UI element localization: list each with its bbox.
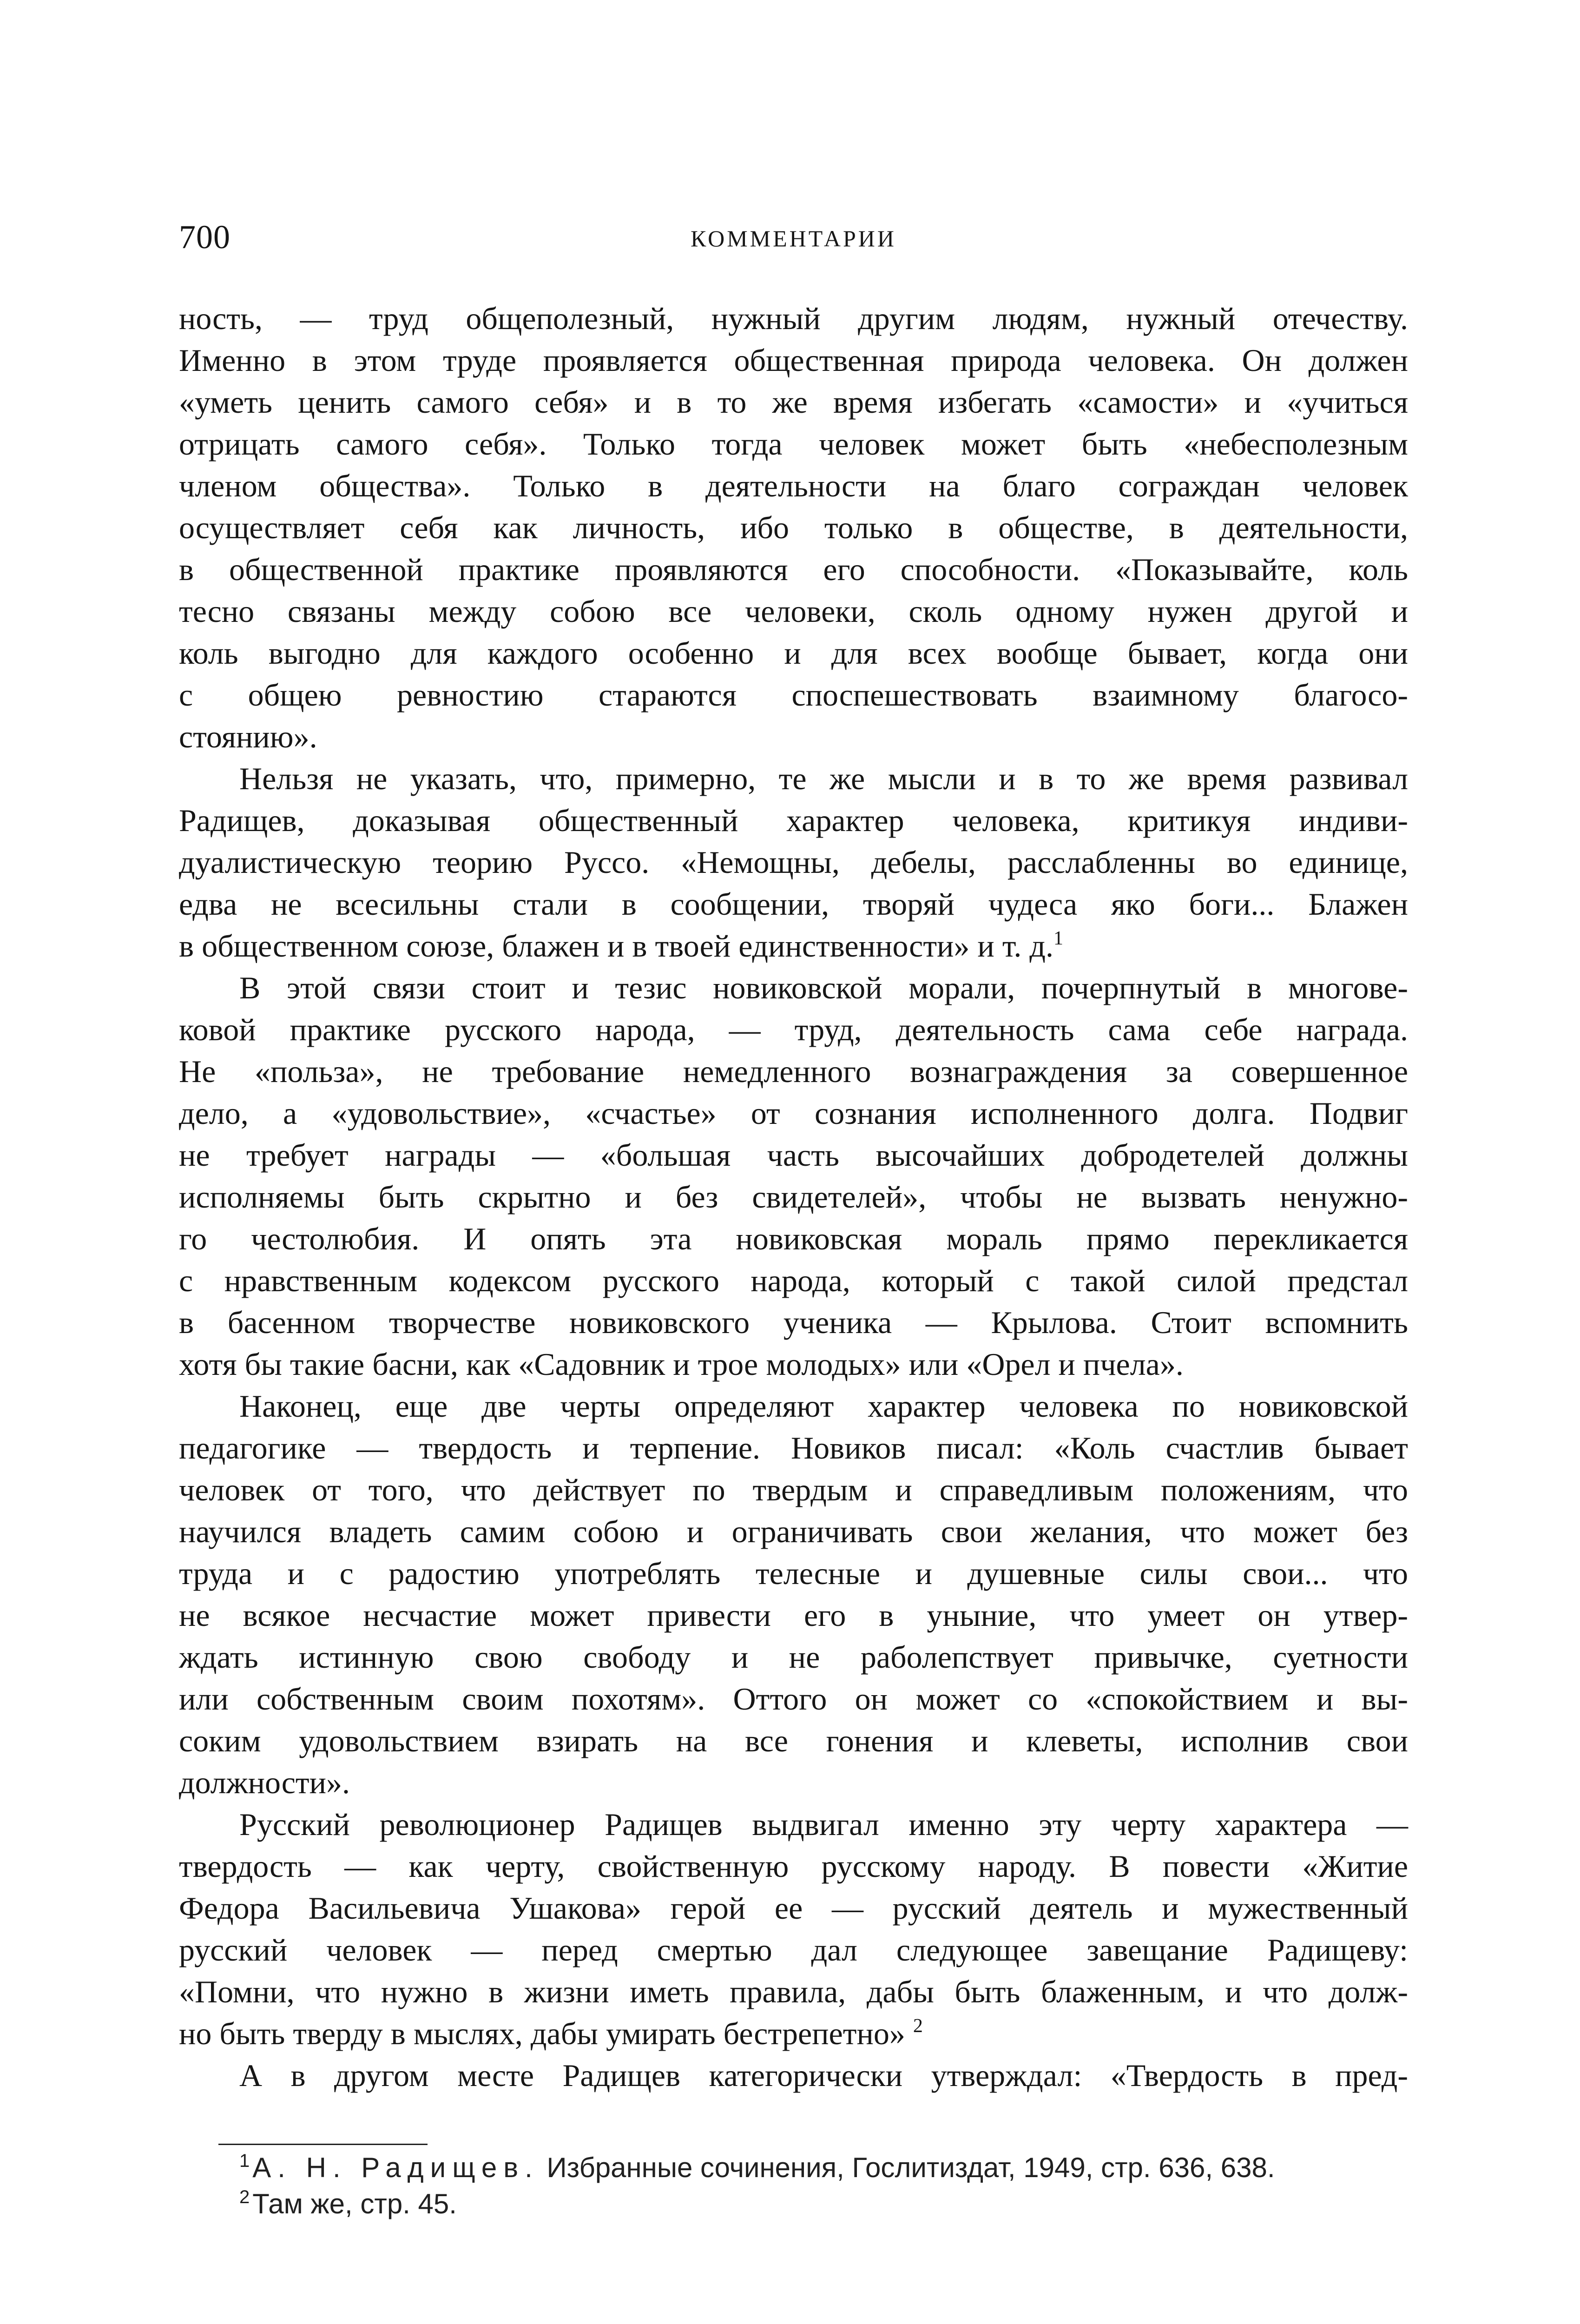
text-line: «Помни, что нужно в жизни иметь правила, дабы быть блаженным, и что долж-	[179, 1974, 1408, 2009]
text-line: Нельзя не указать, что, примерно, те же мысли и в то же время развивал	[239, 761, 1408, 796]
footnote-text: Избранные сочинения, Гослитиздат, 1949, стр. 636, 638.	[546, 2152, 1275, 2183]
text-line: в общественной практике проявляются его способности. «Показывайте, коль	[179, 552, 1408, 587]
footnote-2	[179, 2186, 1408, 2222]
text-line: человек от того, что действует по твердым и справедливым положениям, что	[179, 1472, 1408, 1507]
text-line: ность, — труд общеполезный, нужный другим людям, нужный отечеству.	[179, 301, 1408, 336]
text-line: Не «польза», не требование немедленного вознаграждения за совершенное	[179, 1054, 1408, 1089]
text-line: ковой практике русского народа, — труд, деятельность сама себе награда.	[179, 1012, 1408, 1047]
footnote-divider	[218, 2144, 428, 2145]
main-text	[179, 297, 1408, 2096]
text-line: соким удовольствием взирать на все гонения и клеветы, исполнив свои	[179, 1723, 1408, 1758]
text-line: или собственным своим похотям». Оттого он может со «спокойствием и вы-	[179, 1681, 1408, 1717]
text-line: хотя бы такие басни, как «Садовник и трое молодых» или «Орел и пчела».	[179, 1347, 1184, 1382]
text-line-with-note	[179, 925, 1408, 967]
text-line: ждать истинную свою свободу и не раболепствует привычке, суетности	[179, 1639, 1408, 1675]
text-line: Наконец, еще две черты определяют характер человека по новиковской	[239, 1388, 1408, 1424]
footnote-author: А. Н. Радищев.	[252, 2152, 539, 2183]
paragraph-1	[179, 297, 1408, 758]
text-line: труда и с радостию употреблять телесные и душевные силы свои... что	[179, 1556, 1408, 1591]
text-line: членом общества». Только в деятельности на благо сограждан человек	[179, 468, 1408, 503]
text-line: должности».	[179, 1765, 350, 1800]
text-line: русский человек — перед смертью дал следующее завещание Радищеву:	[179, 1932, 1408, 1967]
text-line: с нравственным кодексом русского народа, который с такой силой предстал	[179, 1263, 1408, 1298]
page-header	[179, 218, 1408, 256]
text-line: го честолюбия. И опять эта новиковская мораль прямо перекликается	[179, 1221, 1408, 1256]
text-line: Радищев, доказывая общественный характер человека, критикуя индиви-	[179, 803, 1408, 838]
text-line: научился владеть самим собою и ограничивать свои желания, что может без	[179, 1514, 1408, 1549]
paragraph-6	[179, 2054, 1408, 2096]
paragraph-4	[179, 1385, 1408, 1803]
text-line: Федора Васильевича Ушакова» герой ее — русский деятель и мужественный	[179, 1890, 1408, 1926]
paragraph-3	[179, 967, 1408, 1385]
text-line: стоянию».	[179, 719, 317, 754]
text-line: твердость — как черту, свойственную русскому народу. В повести «Житие	[179, 1849, 1408, 1884]
footnote-mark: 2	[239, 2187, 250, 2207]
footnote-reference[interactable]: 1	[1053, 928, 1064, 949]
text-line: в общественном союзе, блажен и в твоей единственности» и т. д.	[179, 928, 1054, 964]
paragraph-5	[179, 1803, 1408, 2054]
text-line: не требует награды — «большая часть высочайших добродетелей должны	[179, 1137, 1408, 1173]
footnote-text: Там же, стр. 45.	[252, 2188, 457, 2219]
paragraph-2	[179, 758, 1408, 967]
footnotes	[179, 2150, 1408, 2222]
text-line: с общею ревностию стараются споспешествовать взаимному благосо-	[179, 677, 1408, 713]
footnote-1	[179, 2150, 1408, 2186]
text-line: дуалистическую теорию Руссо. «Немощны, дебелы, расслабленны во единице,	[179, 845, 1408, 880]
text-line: исполняемы быть скрытно и без свидетелей», чтобы не вызвать ненужно-	[179, 1179, 1408, 1215]
text-line: в басенном творчестве новиковского ученика — Крылова. Стоит вспомнить	[179, 1305, 1408, 1340]
text-line: но быть тверду в мыслях, дабы умирать бестрепетно»	[179, 2016, 905, 2051]
text-line: тесно связаны между собою все человеки, сколь одному нужен другой и	[179, 594, 1408, 629]
text-line: дело, а «удовольствие», «счастье» от сознания исполненного долга. Подвиг	[179, 1096, 1408, 1131]
text-line: отрицать самого себя». Только тогда человек может быть «небесполезным	[179, 426, 1408, 462]
footnote-mark: 1	[239, 2151, 250, 2171]
text-line: Именно в этом труде проявляется общественная природа человека. Он должен	[179, 343, 1408, 378]
text-line: В этой связи стоит и тезис новиковской морали, почерпнутый в многове-	[239, 970, 1408, 1005]
running-head: КОММЕНТАРИИ	[691, 225, 896, 251]
text-line-with-note	[179, 2013, 1408, 2054]
text-line: не всякое несчастие может привести его в уныние, что умеет он утвер-	[179, 1598, 1408, 1633]
text-line: осуществляет себя как личность, ибо только в обществе, в деятельности,	[179, 510, 1408, 545]
text-line: А в другом месте Радищев категорически утверждал: «Твердость в пред-	[239, 2058, 1408, 2093]
text-line: коль выгодно для каждого особенно и для всех вообще бывает, когда они	[179, 635, 1408, 671]
text-line: педагогике — твердость и терпение. Новиков писал: «Коль счастлив бывает	[179, 1430, 1408, 1466]
page-number: 700	[179, 218, 230, 256]
footnote-reference[interactable]: 2	[913, 2015, 923, 2037]
text-line: едва не всесильны стали в сообщении, творяй чудеса яко боги... Блажен	[179, 886, 1408, 922]
text-line: Русский революционер Радищев выдвигал именно эту черту характера —	[239, 1807, 1408, 1842]
text-line: «уметь ценить самого себя» и в то же время избегать «самости» и «учиться	[179, 384, 1408, 420]
